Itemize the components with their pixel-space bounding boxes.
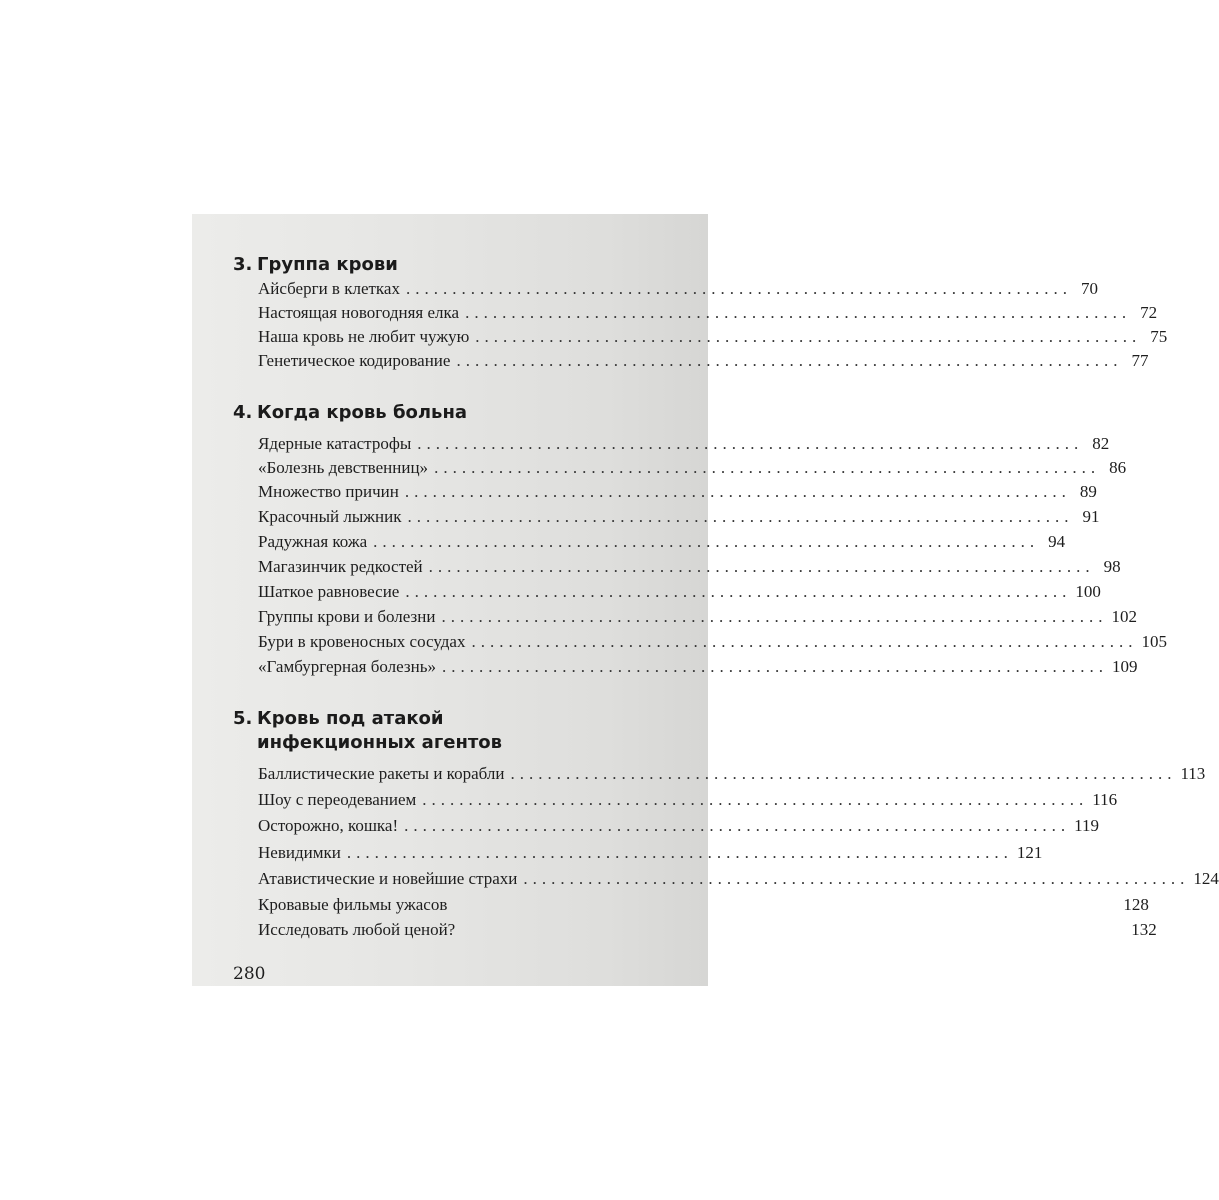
entry-page: 109 — [1111, 657, 1138, 676]
toc-entry — [258, 814, 1100, 838]
entry-page: 124 — [1193, 869, 1219, 888]
entry-page: 98 — [1103, 557, 1121, 576]
entry-page: 72 — [1140, 303, 1158, 322]
leader-dots: ........................................................................ — [523, 869, 1190, 888]
section-title-line-1: Кровь под атакой — [257, 708, 444, 729]
entry-page: 100 — [1075, 582, 1101, 601]
entry-title: Настоящая новогодняя елка — [258, 303, 460, 322]
entry-page: 94 — [1048, 532, 1066, 551]
entry-page: 119 — [1074, 816, 1100, 835]
leader-dots: ........................................................................ — [465, 303, 1132, 322]
section-heading-4 — [233, 402, 467, 424]
entry-title: Наша кровь не любит чужую — [258, 327, 470, 346]
entry-page: 91 — [1082, 507, 1100, 526]
entry-title: Кровавые фильмы ужасов — [258, 895, 448, 914]
entry-page: 70 — [1080, 279, 1098, 298]
toc-entry — [258, 480, 1097, 504]
leader-dots: ........................................................................ — [441, 657, 1108, 676]
leader-dots: ........................................................................ — [417, 434, 1084, 453]
entry-title: Шоу с переодеванием — [258, 790, 417, 809]
toc-entry — [258, 918, 1157, 942]
section-heading-3 — [233, 254, 398, 276]
toc-entry — [258, 630, 1167, 654]
toc-entry — [258, 788, 1118, 812]
toc-entry — [258, 505, 1100, 529]
page-number: 280 — [233, 964, 266, 984]
toc-entry — [258, 605, 1137, 629]
entry-title: Исследовать любой ценой? — [258, 920, 456, 939]
toc-entry — [258, 867, 1219, 891]
entry-page: 116 — [1092, 790, 1118, 809]
entry-page: 113 — [1180, 764, 1206, 783]
entry-title: Магазинчик редкостей — [258, 557, 423, 576]
entry-page: 86 — [1109, 458, 1127, 477]
entry-page: 102 — [1111, 607, 1137, 626]
toc-entry — [258, 580, 1101, 604]
entry-title: Ядерные катастрофы — [258, 434, 412, 453]
leader-dots: ........................................................................ — [434, 458, 1101, 477]
toc-entry — [258, 893, 1149, 917]
leader-dots: ........................................................................ — [404, 482, 1071, 501]
leader-dots: ........................................................................ — [422, 790, 1089, 809]
entry-title: Осторожно, кошка! — [258, 816, 399, 835]
entry-title: Шаткое равновесие — [258, 582, 400, 601]
section-title-line-2: инфекционных агентов — [257, 732, 503, 753]
section-number: 5. — [233, 708, 253, 729]
entry-title: Множество причин — [258, 482, 399, 501]
entry-page: 132 — [1131, 920, 1157, 939]
entry-page: 121 — [1016, 843, 1043, 862]
leader-dots: ........................................................................ — [373, 532, 1040, 551]
entry-title: Невидимки — [258, 843, 341, 862]
leader-dots: ........................................................................ — [405, 279, 1072, 298]
entry-title: «Гамбургерная болезнь» — [258, 657, 436, 676]
entry-page: 105 — [1141, 632, 1167, 651]
leader-dots: ........................................................................ — [346, 843, 1013, 862]
section-title: Группа крови — [257, 254, 398, 275]
toc-entry — [258, 555, 1121, 579]
leader-dots: ........................................................................ — [510, 764, 1177, 783]
section-number: 4. — [233, 402, 253, 423]
toc-entry — [258, 655, 1138, 679]
toc-entry — [258, 456, 1127, 480]
leader-dots: ........................................................................ — [471, 632, 1138, 651]
toc-entry — [258, 530, 1066, 554]
section-heading-5 — [233, 708, 502, 754]
entry-page: 89 — [1079, 482, 1097, 501]
leader-dots: ........................................................................ — [405, 582, 1072, 601]
leader-dots: ........................................................................ — [407, 507, 1074, 526]
entry-title: Баллистические ракеты и корабли — [258, 764, 505, 783]
entry-title: Красочный лыжник — [258, 507, 402, 526]
toc-entry — [258, 301, 1158, 325]
toc-entry — [258, 432, 1110, 456]
leader-dots: ........................................................................ — [404, 816, 1071, 835]
entry-page: 77 — [1131, 351, 1149, 370]
toc-entry — [258, 349, 1149, 373]
entry-page: 128 — [1123, 895, 1149, 914]
entry-title: Атавистические и новейшие страхи — [258, 869, 518, 888]
entry-title: «Болезнь девственниц» — [258, 458, 429, 477]
leader-dots: ........................................................................ — [456, 351, 1123, 370]
leader-dots: ........................................................................ — [475, 327, 1142, 346]
toc-entry — [258, 277, 1098, 301]
entry-title: Айсберги в клетках — [258, 279, 400, 298]
toc-entry — [258, 325, 1168, 349]
leader-dots: ........................................................................ — [428, 557, 1095, 576]
entry-title: Бури в кровеносных сосудах — [258, 632, 466, 651]
entry-title: Группы крови и болезни — [258, 607, 436, 626]
entry-title: Радужная кожа — [258, 532, 368, 551]
section-number: 3. — [233, 254, 253, 275]
entry-title: Генетическое кодирование — [258, 351, 451, 370]
toc-entry — [258, 762, 1206, 786]
table-of-contents — [192, 214, 1219, 986]
book-page — [192, 214, 1219, 986]
entry-page: 75 — [1150, 327, 1168, 346]
toc-entry — [258, 841, 1043, 865]
leader-dots: ........................................................................ — [441, 607, 1108, 626]
section-title: Когда кровь больна — [257, 402, 468, 423]
entry-page: 82 — [1092, 434, 1110, 453]
